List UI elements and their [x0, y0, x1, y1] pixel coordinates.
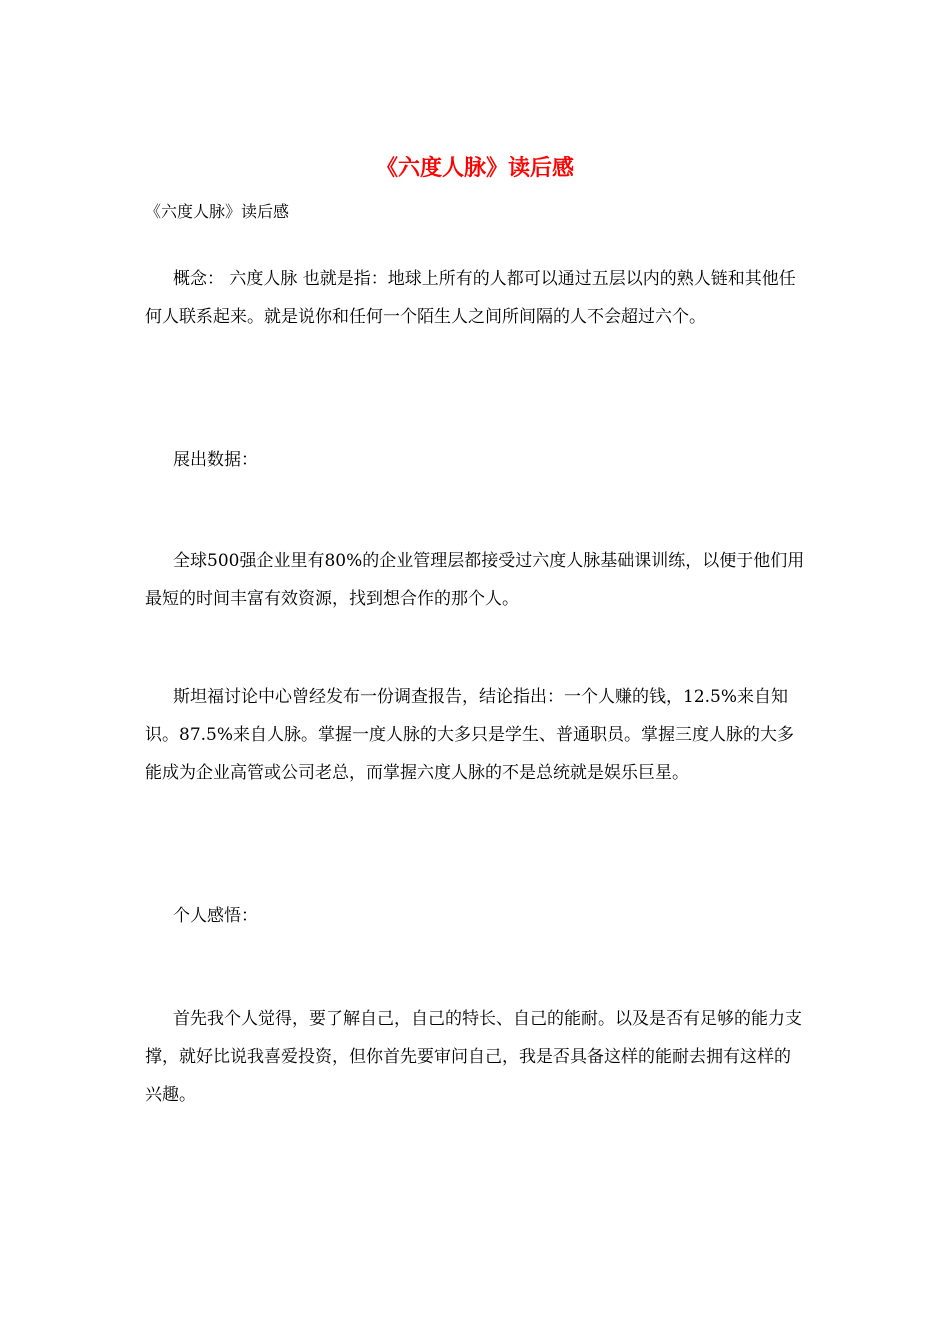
- paragraph-data-500: 全球500强企业里有80%的企业管理层都接受过六度人脉基础课训练，以便于他们用最短的时间丰富有效资源，找到想合作的那个人。: [145, 551, 805, 609]
- paragraph-data-heading: 展出数据：: [173, 450, 258, 470]
- paragraph-concept: 概念： 六度人脉 也就是指：地球上所有的人都可以通过五层以内的熟人链和其他任何人联系起来。就是说你和任何一个陌生人之间所间隔的人不会超过六个。: [145, 269, 796, 327]
- paragraph-data-stanford: 斯坦福讨论中心曾经发布一份调查报告，结论指出：一个人赚的钱，12.5%来自知识。87.5%来自人脉。掌握一度人脉的大多只是学生、普通职员。掌握三度人脉的大多能成为企业高管或公司老总，而掌握六度人脉的不是总统就是娱乐巨星。: [145, 687, 795, 783]
- paragraph-insight-heading: 个人感悟：: [173, 906, 258, 926]
- document-subtitle: 《六度人脉》读后感: [145, 202, 290, 221]
- paragraph-insight-self: 首先我个人觉得，要了解自己，自己的特长、自己的能耐。以及是否有足够的能力支撑，就好比说我喜爱投资，但你首先要审问自己，我是否具备这样的能耐去拥有这样的兴趣。: [145, 1009, 802, 1105]
- document-title: 《六度人脉》读后感: [375, 155, 574, 181]
